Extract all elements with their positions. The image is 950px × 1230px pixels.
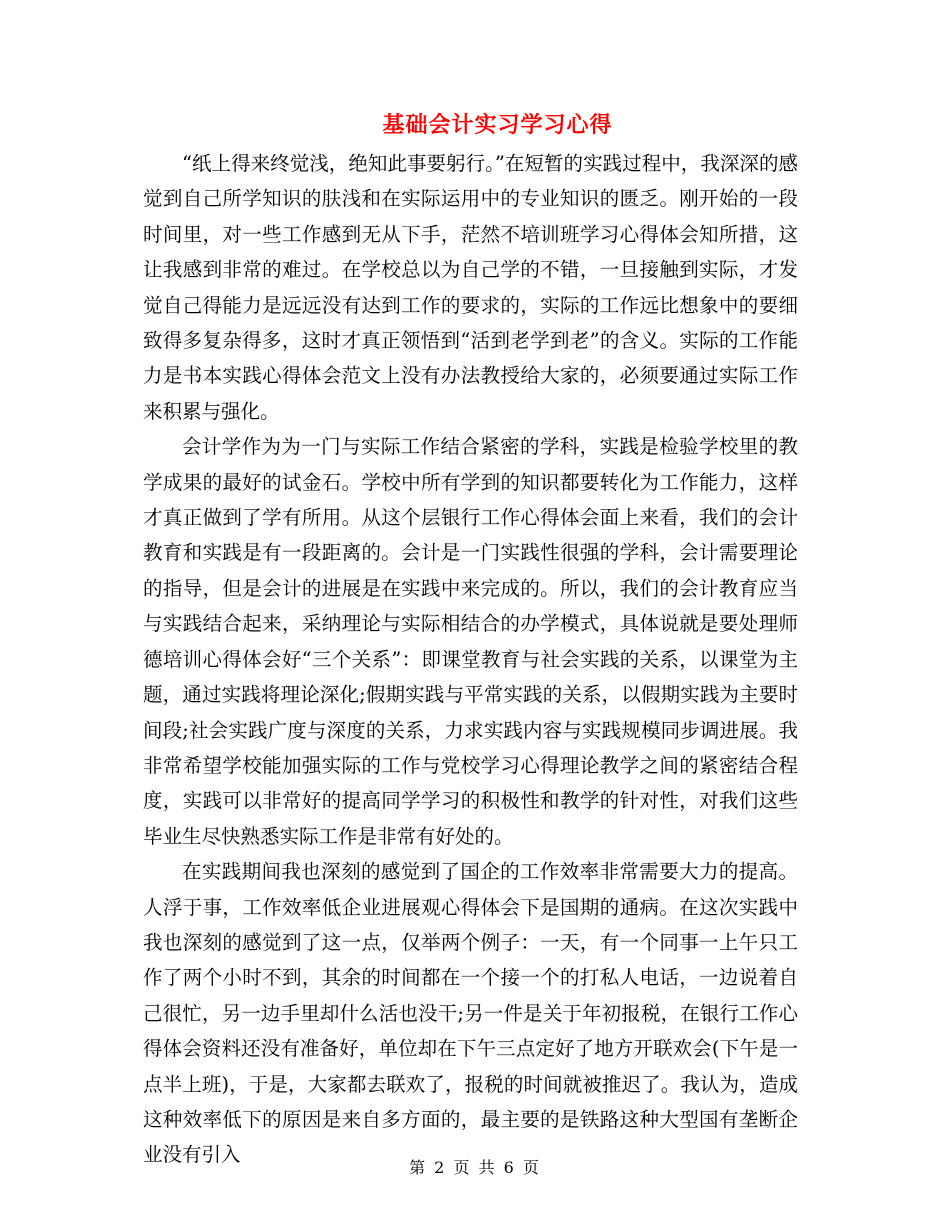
document-body bbox=[143, 146, 798, 1173]
paragraph-3: 在实践期间我也深刻的感觉到了国企的工作效率非常需要大力的提高。人浮于事，工作效率低企业进展观心得体会下是国期的通病。在这次实践中我也深刻的感觉到了这一点，仅举两个例子：一天，有一个同事一上午只工作了两个小时不到，其余的时间都在一个接一个的打私人电话，一边说着自己很忙，另一边手里却什么活也没干;另一件是关于年初报税，在银行工作心得体会资料还没有准备好，单位却在下午三点定好了地方开联欢会(下午是一点半上班)，于是，大家都去联欢了，报税的时间就被推迟了。我认为，造成这种效率低下的原因是来自多方面的，最主要的是铁路这种大型国有垄断企业没有引入 bbox=[143, 860, 798, 1167]
document-title: 基础会计实习学习心得 bbox=[382, 112, 613, 138]
paragraph-2: 会计学作为为一门与实际工作结合紧密的学科，实践是检验学校里的教学成果的最好的试金石。学校中所有学到的知识都要转化为工作能力，这样才真正做到了学有所用。从这个层银行工作心得体会面上来看，我们的会计教育和实践是有一段距离的。会计是一门实践性很强的学科，会计需要理论的指导，但是会计的进展是在实践中来完成的。所以，我们的会计教育应当与实践结合起来，采纳理论与实际相结合的办学模式，具体说就是要处理师德培训心得体会好“三个关系”：即课堂教育与社会实践的关系，以课堂为主题，通过实践将理论深化;假期实践与平常实践的关系，以假期实践为主要时间段;社会实践广度与深度的关系，力求实践内容与实践规模同步调进展。我非常希望学校能加强实际的工作与党校学习心得理论教学之间的紧密结合程度，实践可以非常好的提高同学学习的积极性和教学的针对性，对我们这些毕业生尽快熟悉实际工作是非常有好处的。 bbox=[143, 435, 798, 848]
page-footer: 第 2 页 共 6 页 bbox=[409, 1158, 541, 1177]
paragraph-1: “纸上得来终觉浅，绝知此事要躬行。”在短暂的实践过程中，我深深的感觉到自己所学知识的肤浅和在实际运用中的专业知识的匮乏。刚开始的一段时间里，对一些工作感到无从下手，茫然不培训班学习心得体会知所措，这让我感到非常的难过。在学校总以为自己学的不错，一旦接触到实际，才发觉自己得能力是远远没有达到工作的要求的，实际的工作远比想象中的要细致得多复杂得多，这时才真正领悟到“活到老学到老”的含义。实际的工作能力是书本实践心得体会范文上没有办法教授给大家的，必须要通过实际工作来积累与强化。 bbox=[143, 152, 798, 423]
